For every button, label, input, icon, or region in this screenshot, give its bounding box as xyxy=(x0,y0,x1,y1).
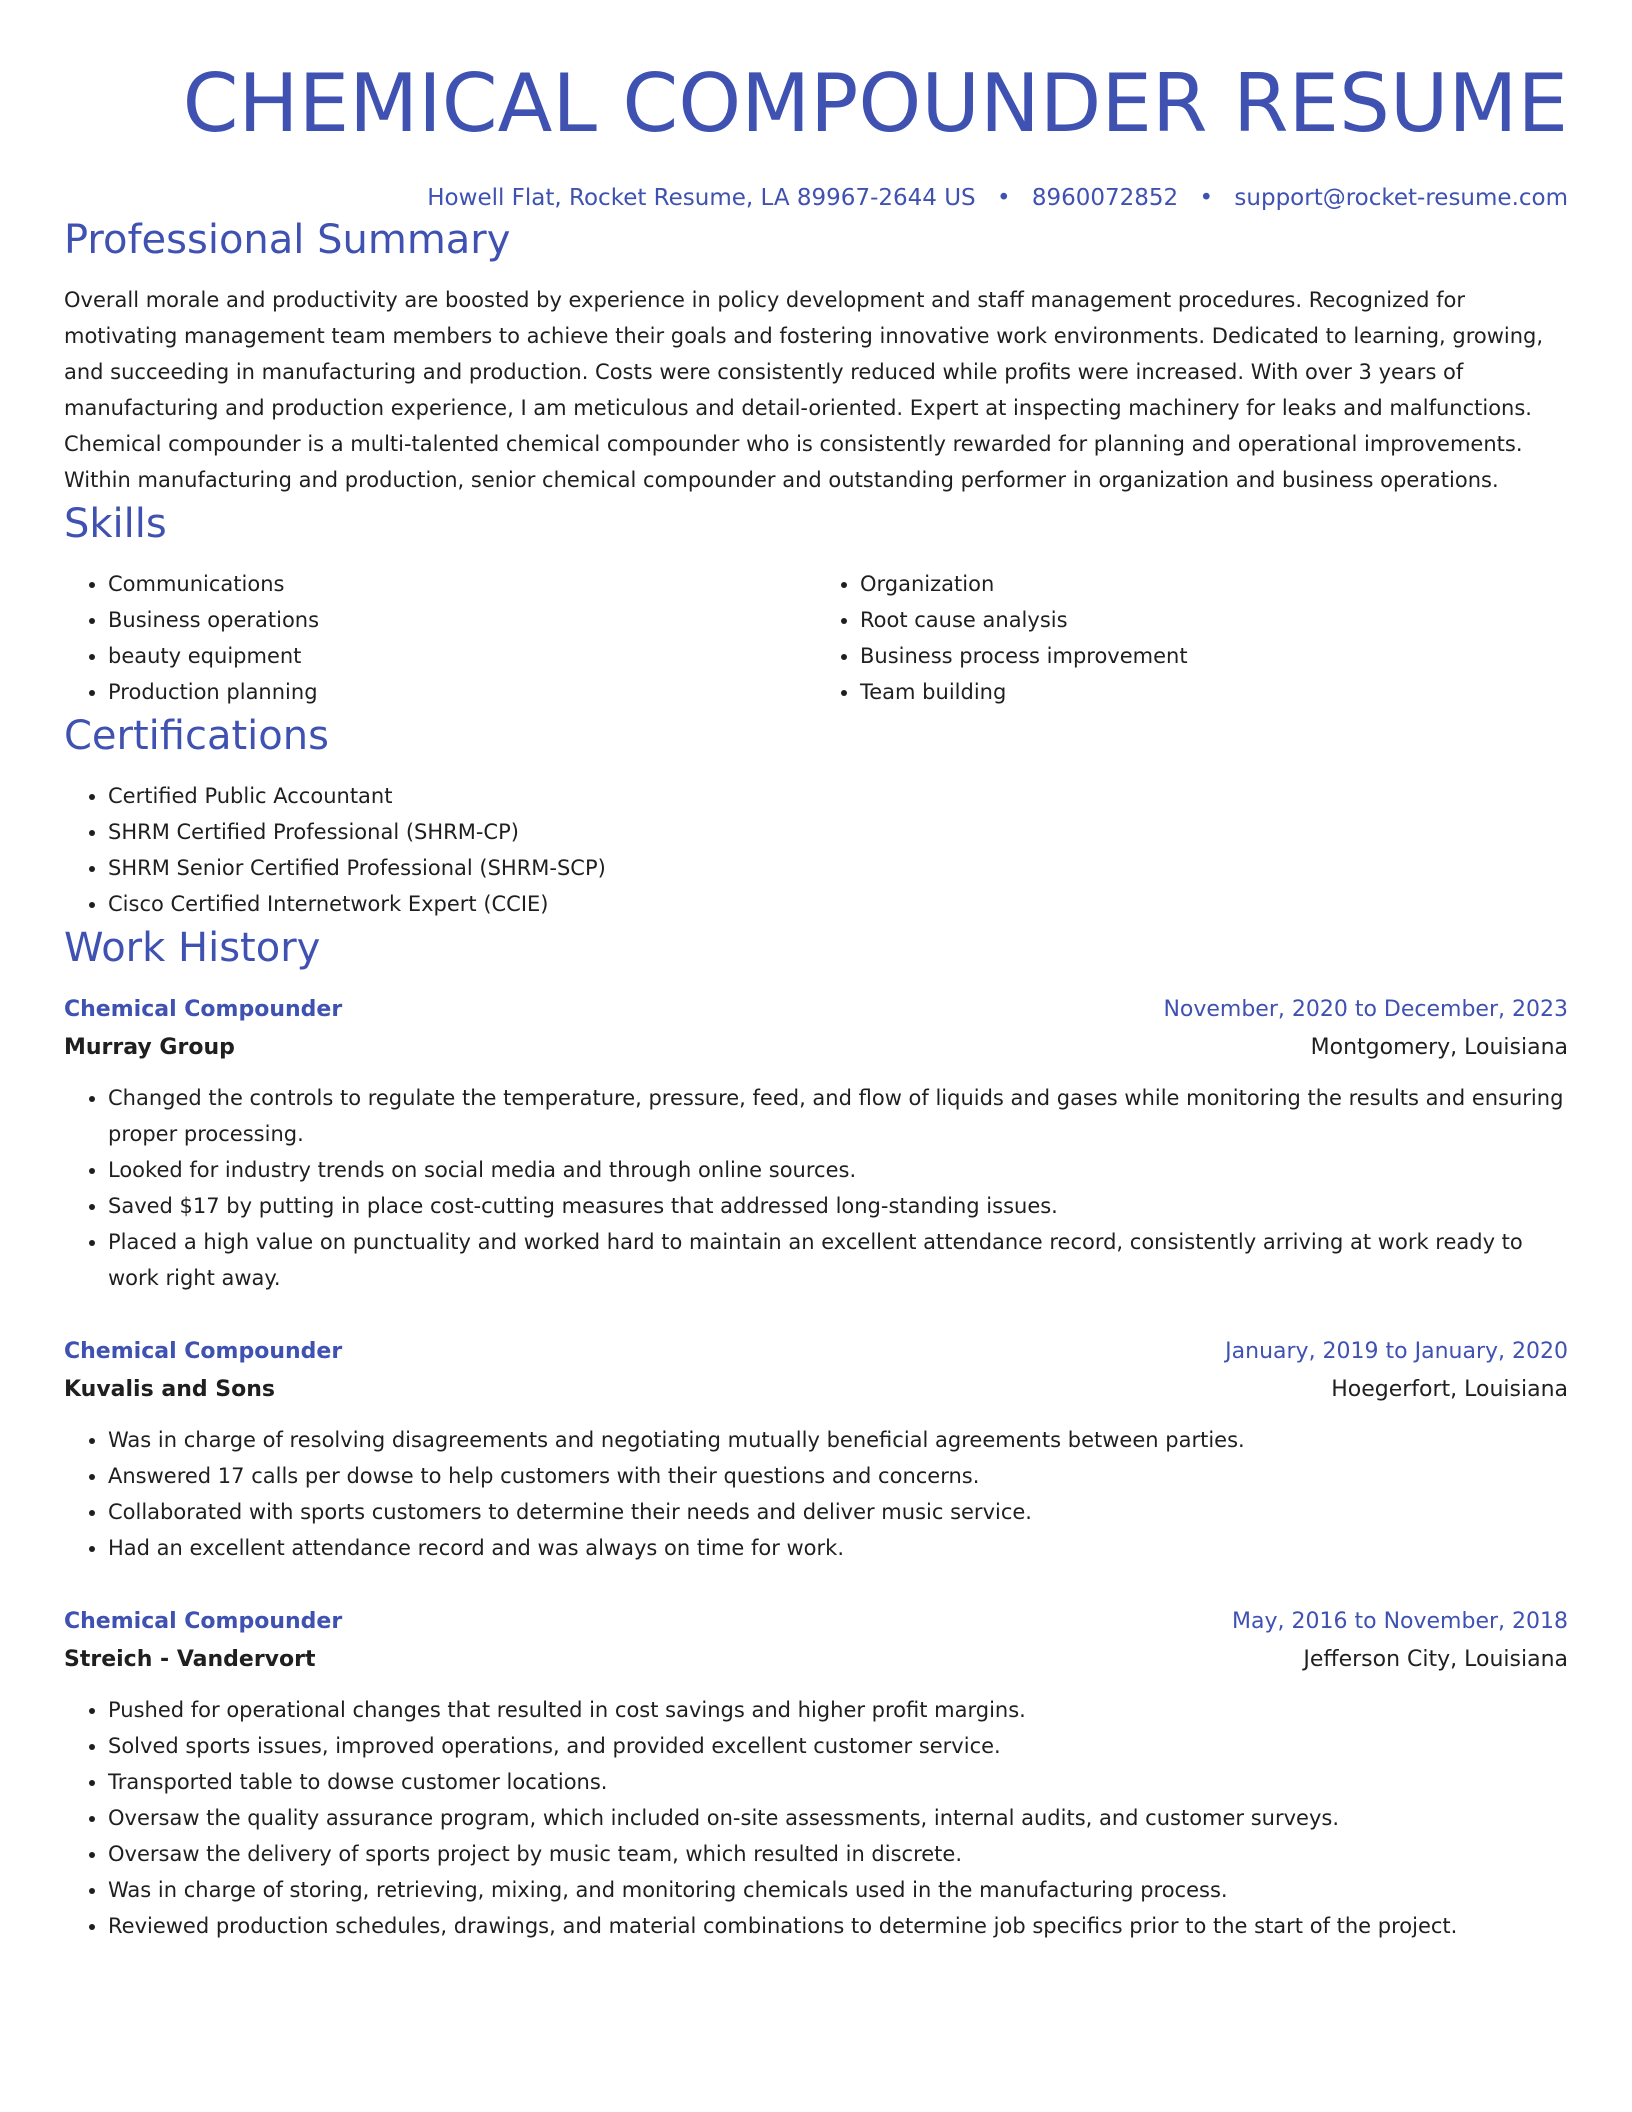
job-dates: January, 2019 to January, 2020 xyxy=(1225,1339,1568,1364)
job-bullet: • Answered 17 calls per dowse to help customers with their questions and concerns. xyxy=(108,1458,1568,1494)
contact-address: Howell Flat, Rocket Resume, LA 89967-2644 US xyxy=(427,185,976,211)
job-bullet: • Saved $17 by putting in place cost-cutting measures that addressed long-standing issues. xyxy=(108,1188,1568,1224)
certification-item: • Certified Public Accountant xyxy=(108,778,1568,814)
skill-item: • Business process improvement xyxy=(860,638,1568,674)
skills-column-right xyxy=(816,566,1568,710)
job-bullet: • Had an excellent attendance record and was always on time for work. xyxy=(108,1530,1568,1566)
job-location: Hoegerfort, Louisiana xyxy=(1331,1377,1568,1402)
job-company: Kuvalis and Sons xyxy=(64,1377,275,1402)
job-dates: November, 2020 to December, 2023 xyxy=(1163,997,1568,1022)
contact-phone: 8960072852 xyxy=(1031,185,1179,211)
certifications-list xyxy=(64,778,1568,922)
certification-item: • SHRM Senior Certified Professional (SHRM-SCP) xyxy=(108,850,1568,886)
skill-item: • Team building xyxy=(860,674,1568,710)
skill-item: • Production planning xyxy=(108,674,816,710)
job-bullets xyxy=(64,1422,1568,1566)
skill-item: • Business operations xyxy=(108,602,816,638)
job-entry xyxy=(64,992,1568,1296)
job-entry xyxy=(64,1604,1568,1944)
job-company-row xyxy=(64,1640,1568,1680)
job-title: Chemical Compounder xyxy=(64,1339,343,1364)
job-bullet: • Reviewed production schedules, drawings, and material combinations to determine job specifics prior to the start of the project. xyxy=(108,1908,1568,1944)
job-header-row xyxy=(64,1604,1568,1640)
skill-item: • Root cause analysis xyxy=(860,602,1568,638)
job-bullet: • Placed a high value on punctuality and worked hard to maintain an excellent attendance record, consistently arriving at work ready to work right away. xyxy=(108,1224,1568,1296)
certifications-heading: Certifications xyxy=(64,713,329,759)
work-history-heading: Work History xyxy=(64,925,321,971)
job-bullets xyxy=(64,1692,1568,1944)
job-company: Streich - Vandervort xyxy=(64,1647,316,1672)
job-header-row xyxy=(64,992,1568,1028)
job-bullet: • Was in charge of storing, retrieving, mixing, and monitoring chemicals used in the manufacturing process. xyxy=(108,1872,1568,1908)
job-title: Chemical Compounder xyxy=(64,1609,343,1634)
job-dates: May, 2016 to November, 2018 xyxy=(1232,1609,1568,1634)
job-bullets xyxy=(64,1080,1568,1296)
skill-item: • beauty equipment xyxy=(108,638,816,674)
job-company-row xyxy=(64,1370,1568,1410)
job-header-row xyxy=(64,1334,1568,1370)
job-bullet: • Changed the controls to regulate the temperature, pressure, feed, and flow of liquids and gases while monitoring the results and ensuring proper processing. xyxy=(108,1080,1568,1152)
job-bullet: • Pushed for operational changes that resulted in cost savings and higher profit margins. xyxy=(108,1692,1568,1728)
contact-email: support@rocket-resume.com xyxy=(1234,185,1568,211)
contact-separator: • xyxy=(1199,185,1214,211)
skills-heading: Skills xyxy=(64,501,167,547)
job-bullet: • Oversaw the quality assurance program, which included on-site assessments, internal audits, and customer surveys. xyxy=(108,1800,1568,1836)
job-bullet: • Solved sports issues, improved operations, and provided excellent customer service. xyxy=(108,1728,1568,1764)
skills-list xyxy=(64,566,1568,710)
job-bullet: • Transported table to dowse customer locations. xyxy=(108,1764,1568,1800)
contact-separator: • xyxy=(996,185,1011,211)
certification-item: • SHRM Certified Professional (SHRM-CP) xyxy=(108,814,1568,850)
job-bullet: • Collaborated with sports customers to determine their needs and deliver music service. xyxy=(108,1494,1568,1530)
job-company: Murray Group xyxy=(64,1035,235,1060)
job-company-row xyxy=(64,1028,1568,1068)
job-bullet: • Was in charge of resolving disagreements and negotiating mutually beneficial agreements between parties. xyxy=(108,1422,1568,1458)
skill-item: • Communications xyxy=(108,566,816,602)
skills-column-left xyxy=(64,566,816,710)
summary-text: Overall morale and productivity are boosted by experience in policy development and staff management procedures. Recognized for motivating management team members to achieve their goals and fostering innovative work environments. Dedicated to learning, growing, and succeeding in manufacturing and production. Costs were consistently reduced while profits were increased. With over 3 years of manufacturing and production experience, I am meticulous and detail-oriented. Expert at inspecting machinery for leaks and malfunctions. Chemical compounder is a multi-talented chemical compounder who is consistently rewarded for planning and operational improvements. Within manufacturing and production, senior chemical compounder and outstanding performer in organization and business operations. xyxy=(64,288,1544,492)
job-location: Montgomery, Louisiana xyxy=(1310,1035,1568,1060)
job-entry xyxy=(64,1334,1568,1566)
skill-item: • Organization xyxy=(860,566,1568,602)
job-title: Chemical Compounder xyxy=(64,997,343,1022)
certification-item: • Cisco Certified Internetwork Expert (CCIE) xyxy=(108,886,1568,922)
job-bullet: • Oversaw the delivery of sports project by music team, which resulted in discrete. xyxy=(108,1836,1568,1872)
job-location: Jefferson City, Louisiana xyxy=(1303,1647,1568,1672)
summary-heading: Professional Summary xyxy=(64,217,511,263)
job-bullet: • Looked for industry trends on social media and through online sources. xyxy=(108,1152,1568,1188)
contact-line xyxy=(64,182,1568,214)
resume-title: CHEMICAL COMPOUNDER RESUME xyxy=(182,57,1568,150)
